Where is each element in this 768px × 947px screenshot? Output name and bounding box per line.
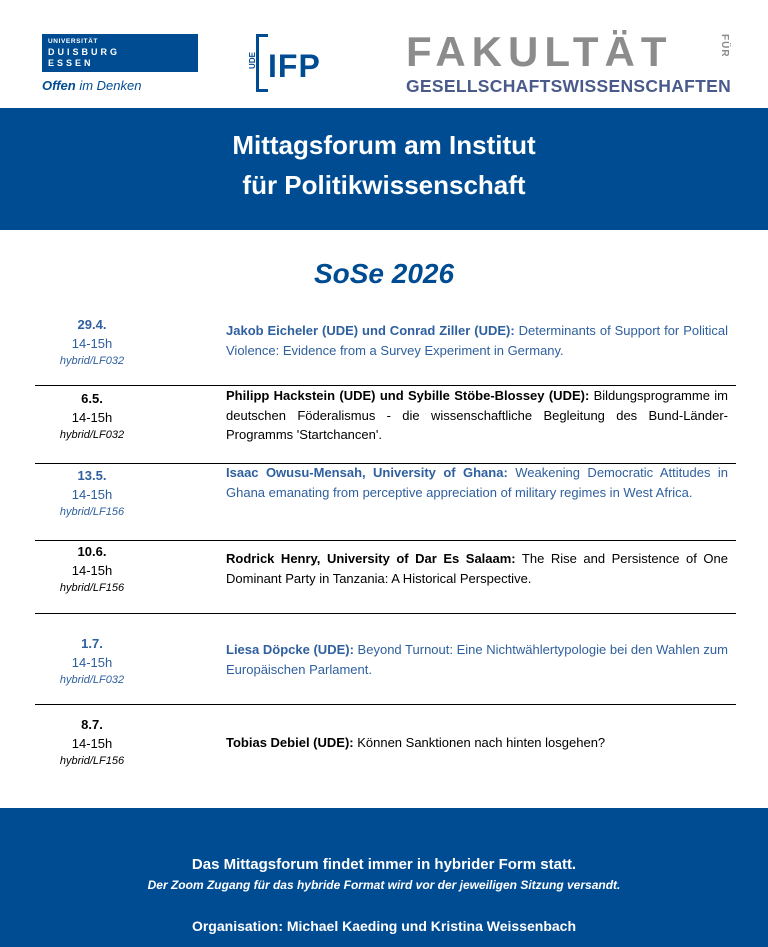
ifp-side-label: UDE bbox=[247, 52, 257, 69]
ifp-text: IFP bbox=[268, 48, 321, 84]
session-location: hybrid/LF032 bbox=[59, 355, 125, 367]
faculty-logo bbox=[406, 30, 732, 100]
session-speaker: Jakob Eicheler (UDE) und Conrad Ziller (UDE): bbox=[226, 323, 515, 338]
session-title: The Rise and Persistence of One Dominant Party in Tanzania: A Historical Perspective. bbox=[226, 551, 728, 586]
faculty-subtitle: GESELLSCHAFTSWISSENSCHAFTEN bbox=[406, 76, 732, 96]
session-title: Bildungsprogramme im deutschen Föderalismus - die wissenschaftliche Begleitung des Bund-Länder-Programms 'Startchancen'. bbox=[226, 388, 728, 442]
session-title: Determinants of Support for Political Violence: Evidence from a Survey Experiment in Germany. bbox=[226, 323, 728, 358]
session-date: 1.7. bbox=[81, 636, 103, 651]
session-date: 6.5. bbox=[81, 391, 103, 406]
session-talk bbox=[226, 463, 728, 502]
ude-motto bbox=[42, 78, 198, 93]
session-date: 8.7. bbox=[81, 717, 103, 732]
ude-motto-rest: im Denken bbox=[75, 78, 142, 93]
ude-logo bbox=[42, 34, 198, 93]
session-speaker: Liesa Döpcke (UDE): bbox=[226, 642, 354, 657]
footer-zoom-note: Der Zoom Zugang für das hybride Format wird vor der jeweiligen Sitzung versandt. bbox=[147, 878, 621, 892]
session-date-block bbox=[56, 542, 128, 597]
session-talk bbox=[226, 640, 728, 679]
session-time: 14-15h bbox=[71, 336, 113, 351]
session-date-block bbox=[56, 715, 128, 770]
title-line-2: für Politikwissenschaft bbox=[242, 170, 526, 200]
session-time: 14-15h bbox=[71, 736, 113, 751]
session-talk bbox=[226, 321, 728, 360]
session-title: Beyond Turnout: Eine Nichtwählertypologie bei den Wahlen zum Europäischen Parlament. bbox=[226, 642, 728, 677]
session-location: hybrid/LF032 bbox=[59, 429, 125, 441]
session-location: hybrid/LF156 bbox=[59, 755, 125, 767]
session-speaker: Isaac Owusu-Mensah, University of Ghana: bbox=[226, 465, 508, 480]
session-location: hybrid/LF032 bbox=[59, 674, 125, 686]
session-time: 14-15h bbox=[71, 410, 113, 425]
session-speaker: Rodrick Henry, University of Dar Es Salaam: bbox=[226, 551, 516, 566]
session-date-block bbox=[56, 389, 128, 444]
session-location: hybrid/LF156 bbox=[59, 506, 125, 518]
session-time: 14-15h bbox=[71, 563, 113, 578]
session-title: Weakening Democratic Attitudes in Ghana emanating from perceptive appreciation of military regimes in West Africa. bbox=[226, 465, 728, 500]
semester-heading: SoSe 2026 bbox=[313, 258, 455, 289]
ude-logo-line1: UNIVERSITÄT bbox=[48, 38, 98, 45]
footer-organisation: Organisation: Michael Kaeding und Kristina Weissenbach bbox=[191, 918, 577, 934]
faculty-word: FAKULTÄT bbox=[406, 28, 673, 75]
session-speaker: Tobias Debiel (UDE): bbox=[226, 735, 354, 750]
session-divider bbox=[35, 613, 736, 614]
session-talk bbox=[226, 733, 728, 753]
session-title: Können Sanktionen nach hinten losgehen? bbox=[353, 735, 606, 750]
ude-logo-line3: ESSEN bbox=[48, 58, 94, 68]
session-time: 14-15h bbox=[71, 655, 113, 670]
session-date: 29.4. bbox=[77, 317, 107, 332]
faculty-fuer: FÜR bbox=[719, 34, 730, 58]
ifp-bracket bbox=[256, 34, 268, 92]
session-time: 14-15h bbox=[71, 487, 113, 502]
ude-logo-line2: DUISBURG bbox=[48, 47, 121, 57]
ude-motto-bold: Offen bbox=[42, 78, 76, 93]
session-date-block bbox=[56, 315, 128, 370]
session-divider bbox=[35, 540, 736, 541]
ude-logo-box bbox=[42, 34, 198, 72]
session-divider bbox=[35, 704, 736, 705]
session-talk bbox=[226, 386, 728, 445]
title-line-1: Mittagsforum am Institut bbox=[232, 130, 536, 160]
ifp-logo bbox=[246, 34, 330, 94]
title-band bbox=[0, 108, 768, 230]
session-talk bbox=[226, 549, 728, 588]
session-date: 13.5. bbox=[77, 468, 107, 483]
footer-band bbox=[0, 808, 768, 947]
footer-hybrid-note: Das Mittagsforum findet immer in hybrider Form statt. bbox=[191, 856, 577, 873]
session-date: 10.6. bbox=[77, 544, 107, 559]
session-speaker: Philipp Hackstein (UDE) und Sybille Stöbe-Blossey (UDE): bbox=[226, 388, 590, 403]
session-date-block bbox=[56, 634, 128, 689]
session-location: hybrid/LF156 bbox=[59, 582, 125, 594]
session-date-block bbox=[56, 466, 128, 521]
